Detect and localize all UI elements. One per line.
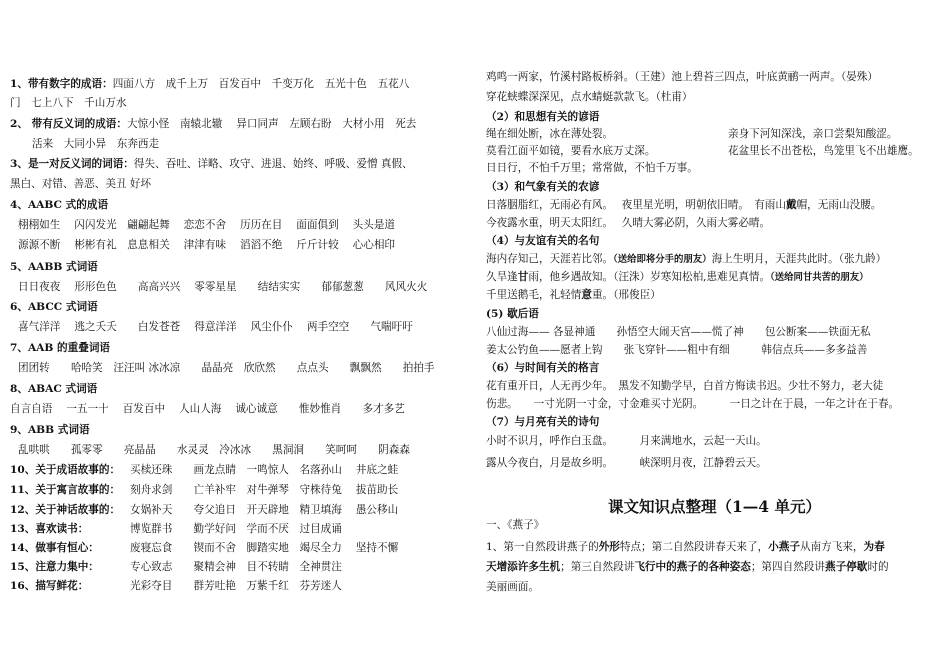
list-item [10, 522, 342, 537]
list-heading: 16、描写鲜花： [10, 580, 89, 592]
poem-line-2: 穿花蛱蝶深深见，点水蜻蜓款款飞。（杜甫） [486, 91, 693, 103]
l2-c: ；第四自然段讲 [750, 561, 825, 573]
p2e: 日日行，不怕千万里；常常做，不怕千万事。 [486, 162, 698, 174]
p7b: 露从今夜白，月是故乡明。 峡深明月夜，江静碧云天。 [486, 457, 767, 469]
l1-a: 1、第一自然段讲燕子的 [486, 541, 599, 553]
p4b-bold: 甘 [517, 271, 529, 283]
p3b: 今夜露水重，明天太阳红。 久晴大雾必阴，久雨大雾必晴。 [486, 217, 771, 229]
p3a-bold: 戴 [785, 199, 797, 211]
p4b-text2: 雨，他乡遇故知。（汪洙）岁寒知松柏,患难见真情。 [528, 271, 771, 283]
list-text: 买椟还珠 画龙点睛 一鸣惊人 名落孙山 井底之蛙 [130, 464, 399, 476]
l2-a: ；第三自然段讲 [560, 561, 635, 573]
p5b: 姜太公钓鱼——愿者上钩 张飞穿针——粗中有细 韩信点兵——多多益善 [486, 344, 868, 356]
list-heading: 12、关于神话故事的： [10, 504, 121, 516]
s3-cont: 黑白、对错、善恶、美丑 好坏 [10, 178, 152, 190]
p4a-text2: 海上生明月，天涯共此时。（张九龄） [711, 253, 887, 265]
l2-d: 时的 [867, 561, 889, 573]
l1-b2: 小燕子 [768, 541, 800, 553]
p4a-note: （送给即将分手的朋友） [613, 254, 712, 265]
s6-heading: 6、ABCC 式词语 [10, 301, 98, 313]
lesson-line-2 [486, 560, 889, 575]
lesson-line-1 [486, 540, 885, 555]
p4c-text: 千里送鹅毛，礼轻情 [486, 289, 582, 301]
list-text: 专心致志 聚精会神 目不转睛 全神贯注 [130, 561, 342, 573]
list-item [10, 463, 398, 478]
p7a: 小时不识月，呼作白玉盘。 月来满地水，云起一天山。 [486, 435, 767, 447]
p3a-text2: 帽，无雨山没腰。 [796, 199, 882, 211]
l2-b3: 燕子停歇 [825, 561, 868, 573]
list-heading: 13、喜欢读书： [10, 523, 89, 535]
section-title: 课文知识点整理（1—4 单元） [608, 497, 821, 516]
s4-heading: 4、AABC 式的成语 [10, 199, 109, 211]
list-heading: 15、注意力集中： [10, 561, 99, 573]
p3a-text: 日落胭脂红，无雨必有风。 夜里星光明，明朝依旧晴。 有雨山 [486, 199, 786, 211]
s3-text: 得失、吞吐、详略、攻守、进退、始终、呼吸、爱憎 真假、 [133, 158, 413, 170]
h5-heading: (5) 歇后语 [486, 308, 539, 320]
s3-heading: 3、是一对反义词的词语： [10, 158, 134, 170]
list-text: 废寝忘食 锲而不舍 脚踏实地 竭尽全力 坚持不懈 [130, 542, 399, 554]
l1-b3: 为春 [863, 541, 885, 553]
s5-row1: 日日夜夜 形形色色 高高兴兴 零零星星 结结实实 郁郁葱葱 风风火火 [18, 281, 428, 293]
l1-c: 特点；第二自然段讲春天来了， [619, 541, 769, 553]
s2-text: 大惊小怪 南辕北辙 异口同声 左顾右盼 大材小用 死去 [127, 118, 417, 130]
h6-heading: （6）与时间有关的格言 [486, 362, 600, 374]
p4b-text: 久旱逢 [486, 271, 518, 283]
h7-heading: （7）与月亮有关的诗句 [486, 416, 600, 428]
p4b [486, 270, 869, 285]
s9-row1: 乱哄哄 孤零零 亮晶晶 水灵灵 冷冰冰 黑洞洞 笑呵呵 阴森森 [18, 444, 410, 456]
p4a [486, 252, 886, 267]
p2b: 亲身下河知深浅，亲口尝梨知酸涩。 [728, 128, 898, 140]
p2a: 绳在细处断，冰在薄处裂。 [486, 128, 614, 140]
s2-heading: 2、 带有反义词的成语： [10, 118, 127, 130]
list-text: 光彩夺目 群芳吐艳 万紫千红 芬芳迷人 [130, 580, 342, 592]
s1-text: 四面八方 成千上万 百发百中 千变万化 五光十色 五花八 [112, 78, 410, 90]
h2-heading: （2）和思想有关的谚语 [486, 111, 600, 123]
list-text: 女娲补天 夸父追日 开天辟地 精卫填海 愚公移山 [130, 504, 399, 516]
list-text: 刻舟求剑 亡羊补牢 对牛弹琴 守株待兔 拔苗助长 [130, 484, 399, 496]
p2d: 花盆里长不出苍松，鸟笼里飞不出雄鹰。 [728, 145, 919, 157]
s3-line [10, 157, 413, 172]
p4b-note: （送给同甘共苦的朋友） [770, 272, 869, 283]
s9-heading: 9、ABB 式词语 [10, 424, 90, 436]
l2-b: 天增添许多生机 [486, 561, 561, 573]
s2-line [10, 117, 416, 132]
p4c-text2: 重。（邢俊臣） [591, 289, 661, 301]
poem-line-1: 鸡鸣一两家，竹溪村路板桥斜。（王建）池上碧苔三四点，叶底黄鹂一两声。（晏殊） [486, 71, 878, 83]
p4c-bold: 意 [581, 289, 592, 301]
p4c [486, 288, 661, 303]
list-heading: 11、关于寓言故事的： [10, 484, 121, 496]
s7-row1: 团团转 哈哈笑 汪汪叫 冰冰凉 晶晶亮 欣欣然 点点头 飘飘然 拍拍手 [18, 362, 435, 374]
l1-d: 从南方飞来， [799, 541, 864, 553]
list-item [10, 483, 398, 498]
s1-cont: 门 七上八下 千山万水 [10, 97, 127, 109]
list-item [10, 560, 342, 575]
p2c: 莫看江面平如镜，要看水底万丈深。 [486, 145, 656, 157]
l2-b2: 飞行中的燕子的各种姿态 [634, 561, 751, 573]
s1-line [10, 77, 409, 92]
list-item [10, 579, 342, 594]
s5-heading: 5、AABB 式词语 [10, 261, 98, 273]
list-heading: 14、做事有恒心： [10, 542, 99, 554]
list-item [10, 541, 398, 556]
list-item [10, 503, 398, 518]
s7-heading: 7、AAB 的重叠词语 [10, 342, 111, 354]
p6b: 伤悲。 一寸光阴一寸金，寸金难买寸光阴。 一日之计在于晨，一年之计在于春。 [486, 398, 900, 410]
lesson-subtitle: 一、《燕子》 [486, 519, 545, 531]
h4-heading: （4）与友谊有关的名句 [486, 235, 600, 247]
s1-heading: 1、带有数字的成语： [10, 78, 113, 90]
s8-heading: 8、ABAC 式词语 [10, 383, 98, 395]
s2-cont: 活来 大同小异 东奔西走 [32, 138, 160, 150]
list-text: 博览群书 勤学好问 学而不厌 过目成诵 [130, 523, 342, 535]
p5a: 八仙过海—— 各显神通 孙悟空大闹天宫——慌了神 包公断案——铁面无私 [486, 326, 871, 338]
p3a [486, 198, 881, 213]
h3-heading: （3）和气象有关的农谚 [486, 181, 600, 193]
p4a-text: 海内存知己，天涯若比邻。 [486, 253, 614, 265]
p6a: 花有重开日，人无再少年。 黑发不知勤学早，白首方悔读书迟。少壮不努力，老大徒 [486, 380, 884, 392]
s4-row2: 源源不断 彬彬有礼 息息相关 津津有味 滔滔不绝 斤斤计较 心心相印 [18, 239, 396, 251]
l1-b1: 外形 [598, 541, 620, 553]
list-heading: 10、关于成语故事的： [10, 464, 121, 476]
s8-row1: 自言自语 一五一十 百发百中 人山人海 诚心诚意 惟妙惟肖 多才多艺 [10, 403, 405, 415]
s6-row1: 喜气洋洋 逃之夭夭 白发苍苍 得意洋洋 风尘仆仆 两手空空 气喘吁吁 [18, 321, 413, 333]
lesson-line-3: 美丽画面。 [486, 581, 539, 593]
s4-row1: 栩栩如生 闪闪发光 翩翩起舞 恋恋不舍 历历在目 面面俱到 头头是道 [18, 219, 396, 231]
